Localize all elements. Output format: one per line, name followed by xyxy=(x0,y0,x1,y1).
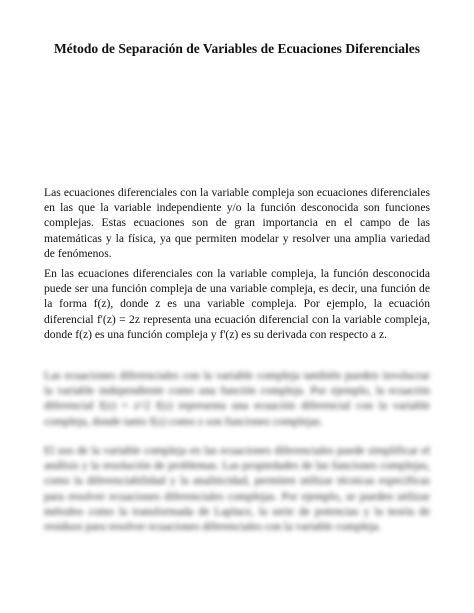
document-title: Método de Separación de Variables de Ecuaciones Diferenciales xyxy=(53,41,421,56)
blurred-paragraph-2: El uso de la variable compleja en las ecuaciones diferenciales puede simplificar el análisis y la resolución de problemas. Las propiedades de las funciones complejas, como la diferenciabilidad y la analiticidad, permiten utilizar técnicas específicas para resolver ecuaciones diferenciales complejas. Por ejemplo, se pueden utilizar métodos como la transformada de Laplace, la serie de potencias y la teoría de residuos para resolver ecuaciones diferenciales con la variable compleja. xyxy=(44,444,430,534)
blurred-paragraph-1: Las ecuaciones diferenciales con la variable compleja también pueden involucrar la variable independiente como una función compleja. Por ejemplo, la ecuación diferencial f(z) = z^2 f(z) representa una ecuación diferencial con la variable compleja, donde tanto f(z) como z son funciones complejas. xyxy=(44,369,430,428)
paragraph-example: En las ecuaciones diferenciales con la variable compleja, la función desconocida puede ser una función compleja de una variable compleja, es decir, una función de la forma f(z), donde z es una variable compleja. Por ejemplo, la ecuación diferencial f'(z) = 2z representa una ecuación diferencial con la variable compleja, donde f(z) es una función compleja y f'(z) es su derivada con respecto a z. xyxy=(44,267,430,341)
paragraph-intro: Las ecuaciones diferenciales con la variable compleja son ecuaciones diferenciales en las que la variable independiente y/o la función desconocida son funciones complejas. Estas ecuaciones son de gran importancia en el campo de las matemáticas y la física, ya que permiten modelar y resolver una amplia variedad de fenómenos. xyxy=(44,186,430,260)
